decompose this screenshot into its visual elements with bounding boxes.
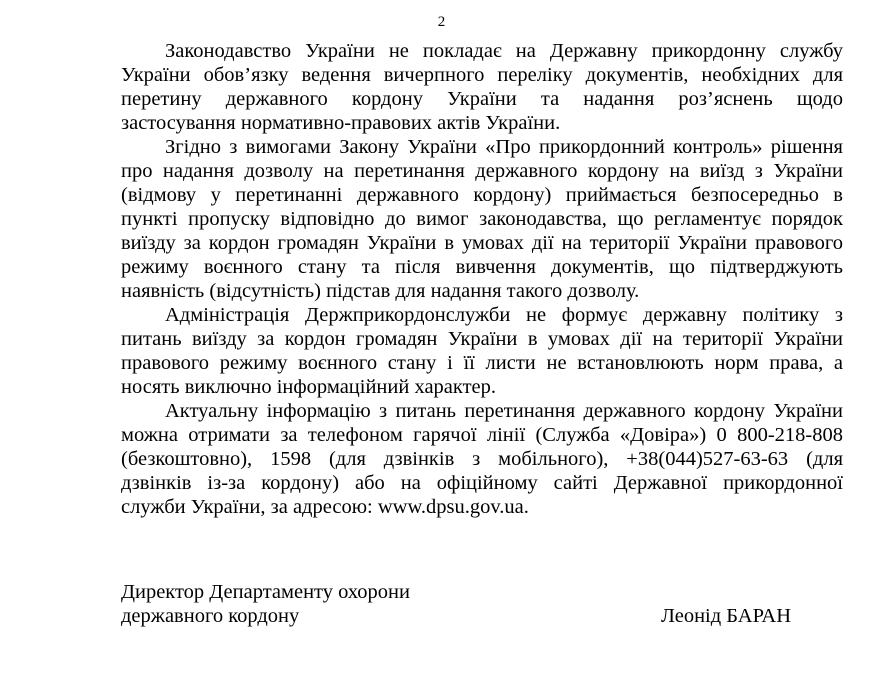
text-line: Згідно з вимогами Закону України «Про прикордонний контроль» рішення xyxy=(165,136,843,158)
paragraph-administration xyxy=(121,303,843,399)
signer-position-line2: державного кордону xyxy=(121,605,300,627)
text-line: виїзду за кордон громадян України в умовах дії на території України правового xyxy=(121,232,843,254)
paragraph-border-control-law xyxy=(121,135,843,303)
signer-name: Леонід БАРАН xyxy=(660,605,791,627)
text-line: Законодавство України не покладає на Державну прикордонну службу xyxy=(165,40,843,62)
text-line: правового режиму воєнного стану і її листи не встановлюють норм права, а xyxy=(121,352,843,374)
text-line: Актуальну інформацію з питань перетинання державного кордону України xyxy=(165,400,843,422)
text-line: (безкоштовно), 1598 (для дзвінків з мобільного), +38(044)527-63-63 (для xyxy=(121,448,843,470)
text-line: пункті пропуску відповідно до вимог законодавства, що регламентує порядок xyxy=(121,208,843,230)
text-line: про надання дозволу на перетинання державного кордону на виїзд з України xyxy=(121,160,843,182)
text-line: України обов’язку ведення вичерпного переліку документів, необхідних для xyxy=(121,64,843,86)
text-line: застосування нормативно-правових актів України. xyxy=(121,112,561,134)
text-line: (відмову у перетинанні державного кордону) приймається безпосередньо в xyxy=(121,184,843,206)
text-line: носять виключно інформаційний характер. xyxy=(121,376,497,398)
text-line: дзвінків із-за кордону) або на офіційному сайті Державної прикордонної xyxy=(121,472,843,494)
letter-body xyxy=(121,39,843,519)
text-line: перетину державного кордону України та надання роз’яснень щодо xyxy=(121,88,843,110)
paragraph-border-documents xyxy=(121,39,843,135)
text-line: питань виїзду за кордон громадян України в умовах дії на території України xyxy=(121,328,843,350)
page-number: 2 xyxy=(437,14,446,30)
signer-position-line1: Директор Департаменту охорони xyxy=(121,581,411,603)
text-line: можна отримати за телефоном гарячої лінії (Служба «Довіра») 0 800-218-808 xyxy=(121,424,843,446)
text-line: служби України, за адресою: www.dpsu.gov.ua. xyxy=(121,496,529,518)
text-line: Адміністрація Держприкордонслужби не формує державну політику з xyxy=(165,304,843,326)
paragraph-contact-info xyxy=(121,399,843,519)
text-line: режиму воєнного стану та після вивчення документів, що підтверджують xyxy=(121,256,843,278)
text-line: наявність (відсутність) підстав для надання такого дозволу. xyxy=(121,280,640,302)
signature-block xyxy=(121,580,791,628)
